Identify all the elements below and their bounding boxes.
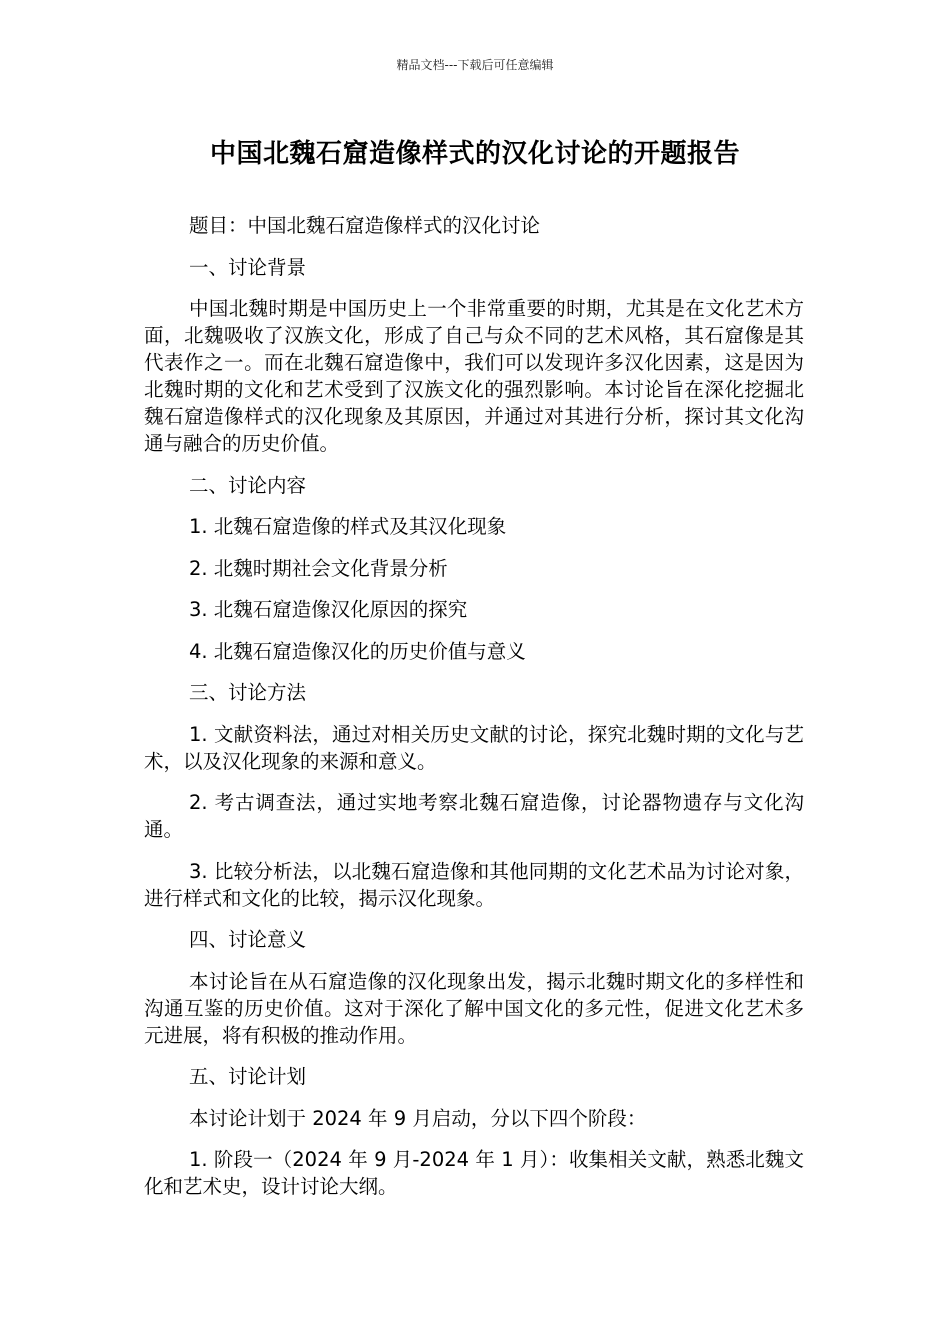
- section-heading-significance: 四、讨论意义: [189, 928, 307, 951]
- document-body: [144, 212, 804, 1215]
- content-item-1: 1. 北魏石窟造像的样式及其汉化现象: [189, 515, 507, 538]
- document-title: 中国北魏石窟造像样式的汉化讨论的开题报告: [209, 139, 740, 169]
- topic-line: 题目：中国北魏石窟造像样式的汉化讨论: [189, 214, 541, 237]
- content-item-3: 3. 北魏石窟造像汉化原因的探究: [189, 598, 468, 621]
- significance-paragraph: 本讨论旨在从石窟造像的汉化现象出发，揭示北魏时期文化的多样性和沟通互鉴的历史价值。这对于深化了解中国文化的多元性，促进文化艺术多元进展，将有积极的推动作用。: [144, 969, 804, 1047]
- section-heading-method: 三、讨论方法: [189, 681, 307, 704]
- section-heading-plan: 五、讨论计划: [189, 1065, 307, 1088]
- method-item-3: 3. 比较分析法，以北魏石窟造像和其他同期的文化艺术品为讨论对象，进行样式和文化的比较，揭示汉化现象。: [144, 859, 804, 910]
- plan-stage-1: 1. 阶段一（2024 年 9 月-2024 年 1 月）：收集相关文献，熟悉北魏文化和艺术史，设计讨论大纲。: [144, 1148, 804, 1198]
- method-item-1: 1. 文献资料法，通过对相关历史文献的讨论，探究北魏时期的文化与艺术，以及汉化现象的来源和意义。: [144, 722, 804, 773]
- section-heading-content: 二、讨论内容: [189, 473, 307, 497]
- content-item-2: 2. 北魏时期社会文化背景分析: [189, 556, 448, 580]
- plan-intro: 本讨论计划于 2024 年 9 月启动，分以下四个阶段：: [189, 1106, 647, 1130]
- page-header: 精品文档---下载后可任意编辑: [396, 58, 554, 72]
- method-item-2: 2. 考古调查法，通过实地考察北魏石窟造像，讨论器物遗存与文化沟通。: [144, 791, 804, 841]
- content-item-4: 4. 北魏石窟造像汉化的历史价值与意义: [189, 639, 526, 663]
- background-paragraph: 中国北魏时期是中国历史上一个非常重要的时期，尤其是在文化艺术方面，北魏吸收了汉族文化，形成了自己与众不同的艺术风格，其石窟像是其代表作之一。而在北魏石窟造像中，我们可以发现许多汉化因素，这是因为北魏时期的文化和艺术受到了汉族文化的强烈影响。本讨论旨在深化挖掘北魏石窟造像样式的汉化现象及其原因，并通过对其进行分析，探讨其文化沟通与融合的历史价值。: [144, 297, 804, 455]
- section-heading-background: 一、讨论背景: [189, 255, 307, 279]
